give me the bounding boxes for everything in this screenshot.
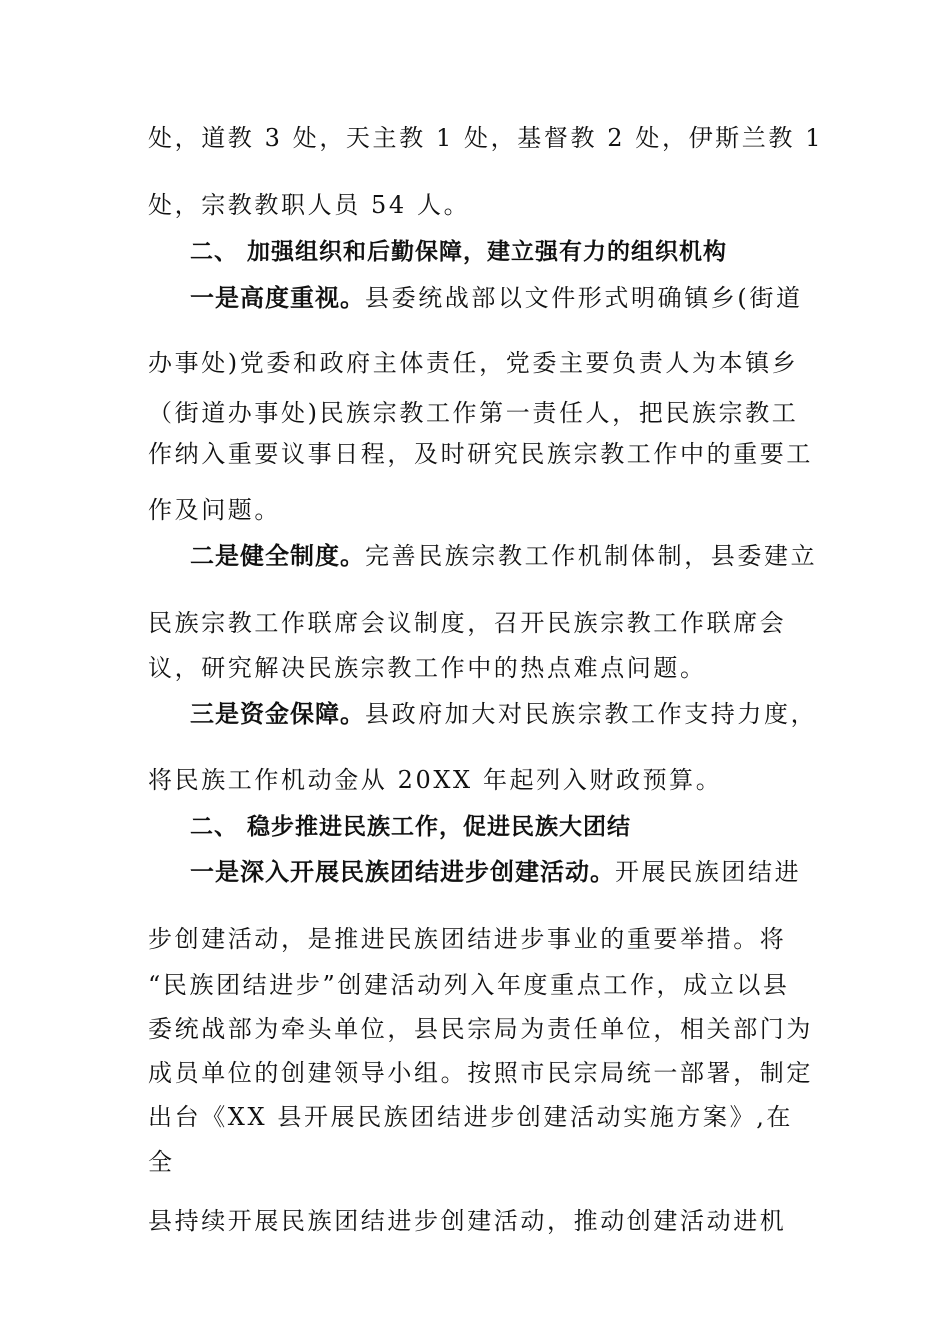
paragraph-text: 县政府加大对民族宗教工作支持力度， [365, 700, 818, 728]
body-line: 作纳入重要议事日程，及时研究民族宗教工作中的重要工 [148, 440, 813, 468]
paragraph-text: 县委统战部以文件形式明确镇乡(街道 [365, 284, 803, 312]
body-line: “民族团结进步”创建活动列入年度重点工作，成立以县 [148, 971, 790, 999]
paragraph-lead: 一是深入开展民族团结进步创建活动。 [190, 858, 615, 886]
paragraph-first-line [190, 283, 803, 313]
paragraph-text: 开展民族团结进 [615, 858, 802, 886]
section-heading: 二、 稳步推进民族工作，促进民族大团结 [190, 814, 632, 840]
body-line: 县持续开展民族团结进步创建活动，推动创建活动进机 [148, 1207, 787, 1235]
body-line: 作及问题。 [148, 496, 281, 524]
paragraph-lead: 二是健全制度。 [190, 542, 365, 570]
paragraph-first-line [190, 857, 801, 887]
body-line: 民族宗教工作联席会议制度，召开民族宗教工作联席会 [148, 609, 787, 637]
body-line: 委统战部为牵头单位，县民宗局为责任单位，相关部门为 [148, 1015, 813, 1043]
paragraph-lead: 一是高度重视。 [190, 284, 365, 312]
body-line: 将民族工作机动金从 20XX 年起列入财政预算。 [148, 766, 723, 794]
paragraph-lead: 三是资金保障。 [190, 700, 365, 728]
body-line: 办事处)党委和政府主体责任，党委主要负责人为本镇乡 [148, 349, 799, 377]
body-line: 处，宗教教职人员 54 人。 [148, 191, 471, 219]
body-line: 全 [148, 1148, 175, 1176]
body-line: 步创建活动，是推进民族团结进步事业的重要举措。将 [148, 925, 787, 953]
body-line: 成员单位的创建领导小组。按照市民宗局统一部署，制定 [148, 1059, 813, 1087]
paragraph-first-line [190, 541, 817, 571]
body-line: 出台《XX 县开展民族团结进步创建活动实施方案》,在 [148, 1103, 794, 1131]
section-heading: 二、 加强组织和后勤保障，建立强有力的组织机构 [190, 239, 728, 265]
paragraph-first-line [190, 699, 817, 729]
body-line: （街道办事处)民族宗教工作第一责任人，把民族宗教工 [148, 399, 799, 427]
paragraph-text: 完善民族宗教工作机制体制，县委建立 [365, 542, 818, 570]
body-line: 议，研究解决民族宗教工作中的热点难点问题。 [148, 654, 707, 682]
body-line: 处，道教 3 处，天主教 1 处，基督教 2 处，伊斯兰教 1 [148, 124, 824, 152]
